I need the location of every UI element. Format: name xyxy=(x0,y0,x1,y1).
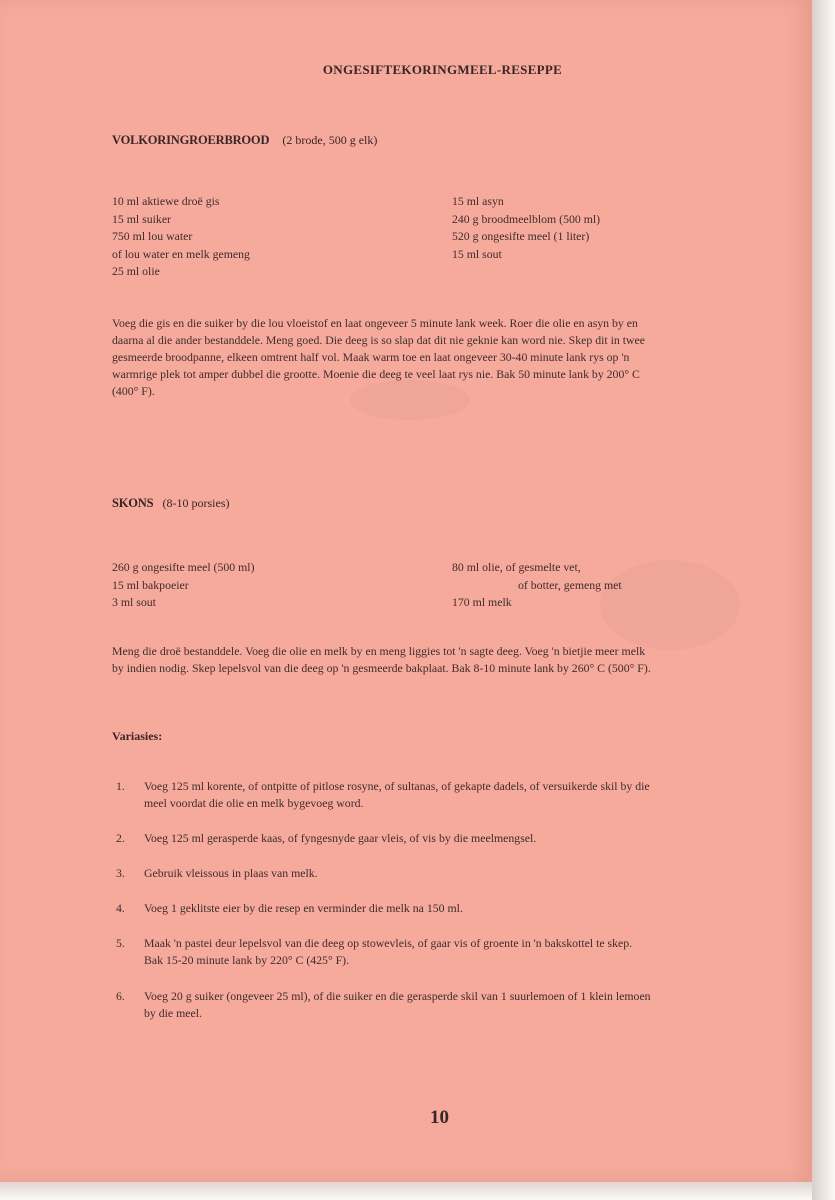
ingredient-line: 3 ml sout xyxy=(112,595,156,609)
recipe-yield: (2 brode, 500 g elk) xyxy=(282,133,378,147)
method-line: daarna al die ander bestanddele. Meng goed. Die deeg is so slap dat dit nie geknie kan word nie. Skep dit in twee xyxy=(112,333,645,347)
variation-text xyxy=(144,865,771,882)
variation-number: 3. xyxy=(116,866,125,880)
ingredient-line: 15 ml suiker xyxy=(112,211,171,226)
page-number: 10 xyxy=(430,1107,449,1128)
variation-item xyxy=(116,778,776,814)
variation-number: 1. xyxy=(116,779,125,793)
variation-text xyxy=(144,935,771,969)
recipe-method xyxy=(112,315,772,400)
variation-number: 6. xyxy=(116,989,125,1003)
recipe-heading-volkoringroerbrood xyxy=(112,133,612,148)
ingredient-line: 240 g broodmeelblom (500 ml) xyxy=(452,211,601,226)
method-line: (400° F). xyxy=(112,384,155,398)
method-line: Meng die droë bestanddele. Voeg die olie en melk by en meng liggies tot 'n sagte deeg. Voeg 'n bietjie meer melk xyxy=(112,644,646,658)
page-title: ONGESIFTEKORINGMEEL-RESEPPE xyxy=(322,62,563,77)
ingredient-line: 170 ml melk xyxy=(452,595,512,609)
variation-item xyxy=(116,830,776,848)
variation-text xyxy=(144,830,771,847)
ingredient-line: of botter, gemeng met xyxy=(518,577,622,592)
recipe-method xyxy=(112,643,772,677)
recipe-yield: (8-10 porsies) xyxy=(162,496,230,510)
ingredient-line: 520 g ongesifte meel (1 liter) xyxy=(452,229,590,243)
variation-number: 5. xyxy=(116,936,125,950)
ingredients-right-column xyxy=(452,559,752,612)
ingredient-line: 15 ml bakpoeier xyxy=(112,577,189,592)
variation-line: meel voordat die olie en melk bygevoeg word. xyxy=(144,796,364,810)
page-edge-bottom xyxy=(0,1182,812,1200)
recipe-name: SKONS xyxy=(112,496,154,510)
ingredient-line: 25 ml olie xyxy=(112,264,160,278)
method-line: warmrige plek tot amper dubbel die grootte. Moenie die deeg te veel laat rys nie. Bak 50 minute lank by 200° C xyxy=(112,367,640,381)
recipe-name: VOLKORINGROERBROOD xyxy=(112,133,270,147)
variation-item xyxy=(116,935,776,971)
variation-line: Voeg 125 ml gerasperde kaas, of fyngesnyde gaar vleis, of vis by die meelmengsel. xyxy=(144,831,537,845)
variation-number: 4. xyxy=(116,901,125,915)
variation-line: Bak 15-20 minute lank by 220° C (425° F). xyxy=(144,953,350,967)
ingredient-line: 15 ml sout xyxy=(452,246,502,261)
variation-number: 2. xyxy=(116,831,125,845)
variation-line: Voeg 20 g suiker (ongeveer 25 ml), of die suiker en die gerasperde skil van 1 suurlemoen of 1 klein lemoen xyxy=(144,989,651,1003)
method-line: gesmeerde broodpanne, elkeen omtrent half vol. Maak warm toe en laat ongeveer 30-40 minute lank rys op 'n xyxy=(112,350,630,364)
ingredient-line: 15 ml asyn xyxy=(452,194,504,208)
variation-line: Voeg 1 geklitste eier by die resep en verminder die melk na 150 ml. xyxy=(144,901,463,915)
variation-text xyxy=(144,900,771,917)
ingredient-line: 10 ml aktiewe droë gis xyxy=(112,194,220,208)
ingredients-left-column xyxy=(112,193,412,281)
ingredients-right-column xyxy=(452,193,752,263)
page-edge-right xyxy=(812,0,835,1200)
ingredients-left-column xyxy=(112,559,412,612)
variation-item xyxy=(116,988,776,1024)
variation-line: Voeg 125 ml korente, of ontpitte of pitlose rosyne, of sultanas, of gekapte dadels, of versuikerde skil by die xyxy=(144,779,650,793)
ingredient-line: of lou water en melk gemeng xyxy=(112,246,250,261)
variation-line: by die meel. xyxy=(144,1006,202,1020)
variation-item xyxy=(116,865,776,883)
variation-line: Gebruik vleissous in plaas van melk. xyxy=(144,866,318,880)
method-line: by indien nodig. Skep lepelsvol van die deeg op 'n gesmeerde bakplaat. Bak 8-10 minute lank by 260° C (500° F). xyxy=(112,661,651,675)
recipe-heading-skons xyxy=(112,496,612,511)
variations-heading: Variasies: xyxy=(112,729,163,743)
variation-text xyxy=(144,988,771,1022)
ingredient-line: 750 ml lou water xyxy=(112,229,193,243)
variation-line: Maak 'n pastei deur lepelsvol van die deeg op stowevleis, of gaar vis of groente in 'n bakskottel te skep. xyxy=(144,936,633,950)
variation-text xyxy=(144,778,771,812)
ingredient-line: 260 g ongesifte meel (500 ml) xyxy=(112,560,255,574)
ingredient-line: 80 ml olie, of gesmelte vet, xyxy=(452,560,581,574)
variation-item xyxy=(116,900,776,918)
method-line: Voeg die gis en die suiker by die lou vloeistof en laat ongeveer 5 minute lank week. Roer die olie en asyn by en xyxy=(112,316,638,330)
